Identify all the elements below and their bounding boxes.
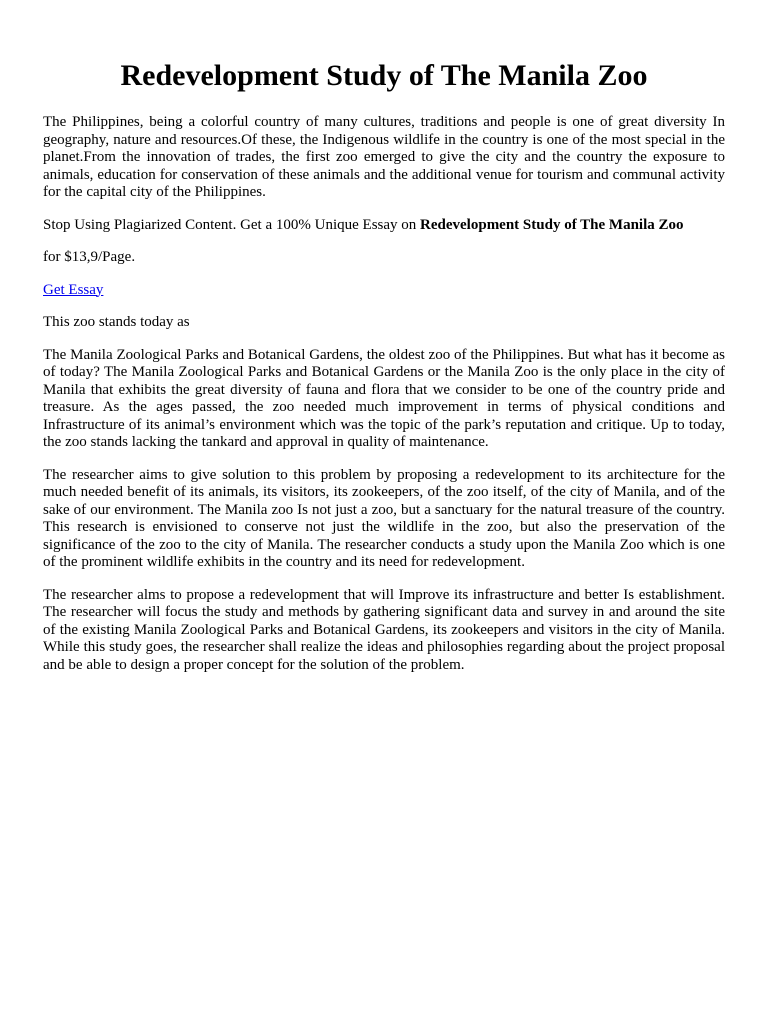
page-title: Redevelopment Study of The Manila Zoo <box>120 59 648 92</box>
get-essay-link[interactable]: Get Essay <box>43 281 104 298</box>
body-paragraph-2: The researcher aims to give solution to this problem by proposing a redevelopment to its architecture for the much needed benefit of its animals, its visitors, its zookeepers, of the zoo itself, of the city of Manila, and of the sake of our environment. The Manila zoo Is not just a zoo, but a sanctuary for the natural treasure of the country. This research is envisioned to conserve not just the wildlife in the zoo, but also the preservation of the significance of the zoo to the city of Manila. The researcher conducts a study upon the Manila Zoo which is one of the prominent wildlife exhibits in the country and its need for redevelopment. <box>43 466 725 570</box>
get-essay-line <box>43 282 725 300</box>
document-page <box>43 58 725 689</box>
lead-in-text: This zoo stands today as <box>43 314 190 330</box>
promo-prefix: Stop Using Plagiarized Content. Get a 100% Unique Essay on <box>43 216 421 233</box>
body-paragraph-1: The Manila Zoological Parks and Botanical Gardens, the oldest zoo of the Philippines. But what has it become as of today? The Manila Zoological Parks and Botanical Gardens or the Manila Zoo is the only place in the city of Manila that exhibits the great diversity of fauna and flora that we consider to be one of the country pride and treasure. As the ages passed, the zoo needed much improvement in terms of physical conditions and Infrastructure of its animal’s environment which was the topic of the park’s reputation and critique. Up to today, the zoo stands lacking the tankard and approval in quality of maintenance. <box>43 346 725 450</box>
promo-line <box>43 217 725 235</box>
intro-paragraph: The Philippines, being a colorful country of many cultures, traditions and people is one of great diversity In geography, nature and resources.Of these, the Indigenous wildlife in the country is one of the most special in the planet.From the innovation of trades, the first zoo emerged to give the city and the country the exposure to animals, education for conservation of these animals and the additional venue for tourism and communal activity for the capital city of the Philippines. <box>43 114 725 200</box>
price-line: for $13,9/Page. <box>43 249 136 265</box>
body-paragraph-3: The researcher alms to propose a redevelopment that will Improve its infrastructure and better Is establishment. The researcher will focus the study and methods by gathering significant data and survey in and around the site of the existing Manila Zoological Parks and Botanical Gardens, its zookeepers and visitors in the city of Manila. While this study goes, the researcher shall realize the ideas and philosophies regarding about the project proposal and be able to design a proper concept for the solution of the problem. <box>43 586 725 673</box>
promo-emphasis: Redevelopment Study of The Manila Zoo <box>420 216 684 233</box>
